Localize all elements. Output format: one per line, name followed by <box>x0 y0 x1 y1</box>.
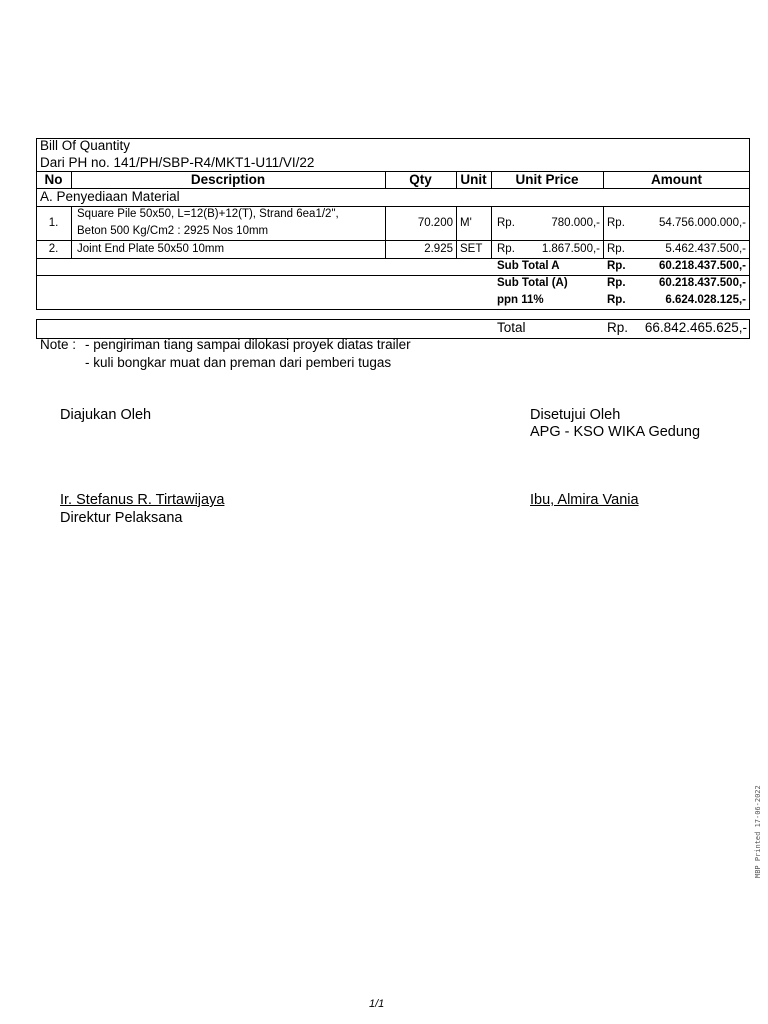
row-2-qty: 2.925 <box>424 243 453 255</box>
section-heading: A. Penyediaan Material <box>40 189 180 204</box>
column-header-no: No <box>44 172 63 187</box>
approver-name: Ibu, Almira Vania <box>530 492 639 508</box>
column-header-amount: Amount <box>651 172 702 187</box>
column-header-unit-price: Unit Price <box>515 172 579 187</box>
note-line-2: - kuli bongkar muat dan preman dari pemberi tugas <box>85 355 392 370</box>
subtotal-a-value: 60.218.437.500,- <box>659 260 746 272</box>
row-2-amount-currency: Rp. <box>607 243 625 255</box>
note-label: Note : <box>40 337 77 352</box>
submitted-by-caption: Diajukan Oleh <box>60 407 152 423</box>
reference-number: Dari PH no. 141/PH/SBP-R4/MKT1-U11/VI/22 <box>40 155 315 170</box>
total-label: Total <box>497 320 526 335</box>
row-2-no: 2. <box>48 243 59 255</box>
ppn-value: 6.624.028.125,- <box>665 294 746 306</box>
row-2-amount: 5.462.437.500,- <box>665 243 746 255</box>
approved-by-caption: Disetujui Oleh <box>530 407 621 423</box>
submitter-position: Direktur Pelaksana <box>60 510 183 526</box>
row-1-unit: M' <box>460 217 472 229</box>
table-rule <box>456 206 457 258</box>
row-2-unit-price: 1.867.500,- <box>541 243 600 255</box>
row-1-price-currency: Rp. <box>497 217 515 229</box>
print-stamp: MBP Printed 17-06-2022 <box>754 785 762 878</box>
ppn-label: ppn 11% <box>497 294 544 306</box>
row-1-amount-currency: Rp. <box>607 217 625 229</box>
column-header-description: Description <box>190 172 266 187</box>
total-currency: Rp. <box>607 320 629 335</box>
approver-company: APG - KSO WIKA Gedung <box>530 424 701 440</box>
table-rule <box>71 206 72 258</box>
total-value: 66.842.465.625,- <box>644 320 747 335</box>
submitter-name: Ir. Stefanus R. Tirtawijaya <box>60 492 225 508</box>
subtotal-a2-value: 60.218.437.500,- <box>659 277 746 289</box>
row-1-description: Square Pile 50x50, L=12(B)+12(T), Strand 6ea1/2", <box>77 208 339 220</box>
row-1-description-cont: Beton 500 Kg/Cm2 : 2925 Nos 10mm <box>77 225 269 237</box>
subtotal-a2-currency: Rp. <box>607 277 626 289</box>
row-2-description: Joint End Plate 50x50 10mm <box>77 243 225 255</box>
column-header-unit: Unit <box>460 172 487 187</box>
row-2-unit: SET <box>460 243 483 255</box>
row-1-qty: 70.200 <box>417 217 453 229</box>
row-1-unit-price: 780.000,- <box>551 217 600 229</box>
row-2-price-currency: Rp. <box>497 243 515 255</box>
subtotal-a2-label: Sub Total (A) <box>497 277 568 289</box>
note-line-1: - pengiriman tiang sampai dilokasi proyek diatas trailer <box>85 337 411 352</box>
document-title: Bill Of Quantity <box>40 138 131 153</box>
table-rule <box>491 206 492 258</box>
table-rule <box>603 206 604 258</box>
ppn-currency: Rp. <box>607 294 626 306</box>
page-number: 1/1 <box>369 998 385 1010</box>
subtotal-a-currency: Rp. <box>607 260 626 272</box>
subtotal-a-label: Sub Total A <box>497 260 560 272</box>
row-1-amount: 54.756.000.000,- <box>659 217 746 229</box>
row-1-no: 1. <box>48 217 59 229</box>
table-rule <box>36 240 750 241</box>
column-header-qty: Qty <box>409 172 432 187</box>
